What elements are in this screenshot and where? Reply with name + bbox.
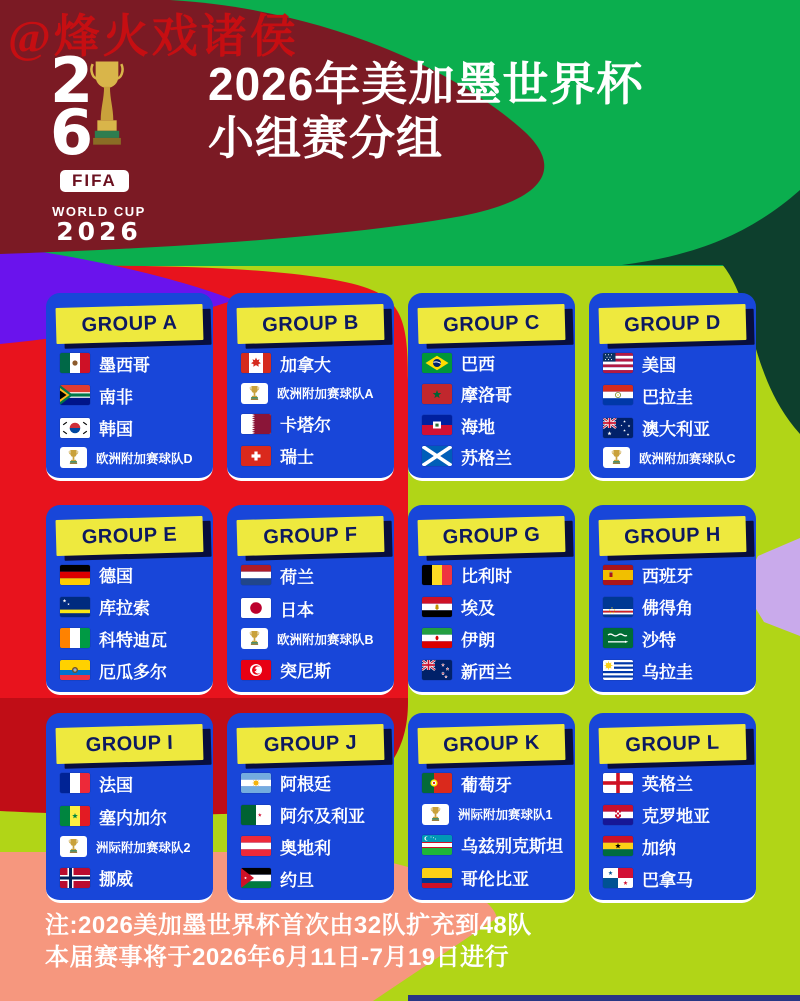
qatar-flag-icon [241, 414, 271, 434]
team-name: 埃及 [461, 599, 495, 619]
team-name: 哥伦比亚 [461, 870, 529, 890]
group-card-g [408, 505, 575, 695]
team-row [422, 381, 570, 406]
group-header-e: GROUP E [56, 516, 204, 556]
logo-world-cup-text: WORLD CUP [52, 204, 146, 219]
tunisia-flag-icon [241, 660, 271, 680]
team-name: 新西兰 [461, 662, 512, 682]
team-row [603, 447, 751, 468]
group-card-f [227, 505, 394, 695]
team-row [241, 596, 389, 621]
team-row [422, 413, 570, 438]
fifa-playoff-trophy-icon [241, 628, 268, 649]
curacao-flag-icon [60, 597, 90, 617]
team-row [422, 832, 570, 857]
team-row [603, 594, 751, 619]
team-name: 韩国 [99, 420, 133, 440]
team-row [241, 628, 389, 649]
mexico-flag-icon [60, 353, 90, 373]
team-row [422, 804, 570, 825]
group-card-j [227, 713, 394, 903]
group-header-h: GROUP H [599, 516, 747, 556]
team-row [241, 657, 389, 682]
team-row [603, 383, 751, 408]
team-name: 沙特 [642, 630, 676, 650]
south-africa-flag-icon [60, 385, 90, 405]
team-row [603, 834, 751, 859]
cape-verde-flag-icon [603, 597, 633, 617]
team-row [60, 447, 208, 468]
group-header-i: GROUP I [56, 724, 204, 764]
fifa-playoff-trophy-icon [603, 447, 630, 468]
team-name: 荷兰 [280, 567, 314, 587]
germany-flag-icon [60, 565, 90, 585]
logo-digit-6: 6 [50, 96, 94, 169]
team-row [422, 562, 570, 587]
ecuador-flag-icon [60, 660, 90, 680]
fifa-playoff-trophy-icon [60, 447, 87, 468]
team-row [603, 658, 751, 683]
saudi-arabia-flag-icon [603, 628, 633, 648]
group-header-d: GROUP D [599, 304, 747, 344]
team-row [241, 443, 389, 468]
team-row [60, 626, 208, 651]
team-list [603, 767, 751, 894]
portugal-flag-icon [422, 773, 452, 793]
team-name: 德国 [99, 567, 133, 587]
switzerland-flag-icon [241, 446, 271, 466]
japan-flag-icon [241, 598, 271, 618]
team-name: 日本 [280, 600, 314, 620]
team-row [60, 865, 208, 890]
team-name: 葡萄牙 [461, 775, 512, 795]
group-header-c: GROUP C [418, 304, 566, 344]
group-header-j: GROUP J [237, 724, 385, 764]
world-cup-trophy-icon [86, 58, 128, 170]
fifa-world-cup-2026-logo [34, 44, 164, 246]
team-row [603, 802, 751, 827]
spain-flag-icon [603, 565, 633, 585]
team-list [60, 767, 208, 894]
egypt-flag-icon [422, 597, 452, 617]
team-row [422, 865, 570, 890]
team-name: 洲际附加赛球队2 [96, 840, 191, 855]
team-name: 欧洲附加赛球队B [277, 632, 374, 647]
team-name: 乌兹别克斯坦 [461, 837, 563, 857]
algeria-flag-icon [241, 805, 271, 825]
team-name: 伊朗 [461, 630, 495, 650]
team-row [422, 658, 570, 683]
group-header-k: GROUP K [418, 724, 566, 764]
belgium-flag-icon [422, 565, 452, 585]
team-row [603, 626, 751, 651]
team-name: 南非 [99, 387, 133, 407]
team-name: 奥地利 [280, 838, 331, 858]
colombia-flag-icon [422, 868, 452, 888]
team-name: 塞内加尔 [99, 808, 167, 828]
ghana-flag-icon [603, 836, 633, 856]
senegal-flag-icon [60, 806, 90, 826]
team-row [603, 770, 751, 795]
group-card-a [46, 293, 213, 481]
team-row [241, 770, 389, 795]
team-name: 瑞士 [280, 448, 314, 468]
fifa-playoff-trophy-icon [241, 383, 268, 404]
team-name: 阿根廷 [280, 775, 331, 795]
team-row [422, 350, 570, 375]
group-card-h [589, 505, 756, 695]
panama-flag-icon [603, 868, 633, 888]
team-name: 乌拉圭 [642, 662, 693, 682]
team-row [603, 415, 751, 440]
team-name: 欧洲附加赛球队A [277, 387, 374, 402]
team-name: 巴拉圭 [642, 387, 693, 407]
group-header-a: GROUP A [56, 304, 204, 344]
team-list [422, 559, 570, 686]
team-name: 比利时 [461, 567, 512, 587]
group-header-l: GROUP L [599, 724, 747, 764]
iran-flag-icon [422, 628, 452, 648]
canada-flag-icon [241, 353, 271, 373]
team-name: 英格兰 [642, 775, 693, 795]
team-row [603, 562, 751, 587]
scotland-flag-icon [422, 446, 452, 466]
team-row [60, 594, 208, 619]
uzbekistan-flag-icon [422, 835, 452, 855]
team-name: 克罗地亚 [642, 807, 710, 827]
team-name: 科特迪瓦 [99, 630, 167, 650]
team-name: 挪威 [99, 870, 133, 890]
group-card-k [408, 713, 575, 903]
team-row [60, 836, 208, 857]
page-title-line1: 2026年美加墨世界杯 [208, 58, 644, 110]
team-name: 厄瓜多尔 [99, 662, 167, 682]
team-list [422, 767, 570, 894]
team-row [60, 804, 208, 829]
croatia-flag-icon [603, 805, 633, 825]
austria-flag-icon [241, 836, 271, 856]
footer-note-line2: 本届赛事将于2026年6月11日-7月19日进行 [45, 944, 510, 972]
team-name: 加纳 [642, 838, 676, 858]
group-card-e [46, 505, 213, 695]
team-row [241, 834, 389, 859]
team-name: 欧洲附加赛球队C [639, 451, 736, 466]
haiti-flag-icon [422, 415, 452, 435]
team-name: 西班牙 [642, 567, 693, 587]
watermark-text: @烽火戏诸侯 [8, 11, 299, 62]
new-zealand-flag-icon [422, 660, 452, 680]
team-name: 摩洛哥 [461, 386, 512, 406]
team-name: 加拿大 [280, 355, 331, 375]
team-list [422, 347, 570, 472]
logo-year-text: 2026 [56, 217, 142, 246]
team-list [603, 347, 751, 472]
team-row [60, 383, 208, 408]
team-list [60, 559, 208, 686]
group-header-g: GROUP G [418, 516, 566, 556]
team-name: 墨西哥 [99, 355, 150, 375]
team-name: 巴西 [461, 355, 495, 375]
team-name: 卡塔尔 [280, 416, 331, 436]
jordan-flag-icon [241, 868, 271, 888]
team-row [422, 594, 570, 619]
team-list [60, 347, 208, 472]
team-row [241, 383, 389, 404]
morocco-flag-icon [422, 384, 452, 404]
team-row [603, 351, 751, 376]
team-row [241, 411, 389, 436]
south-korea-flag-icon [60, 418, 90, 438]
team-name: 阿尔及利亚 [280, 807, 365, 827]
logo-digits [34, 44, 164, 204]
team-list [603, 559, 751, 686]
page-title [208, 58, 643, 166]
team-name: 美国 [642, 355, 676, 375]
team-list [241, 347, 389, 472]
team-row [60, 351, 208, 376]
team-name: 约旦 [280, 870, 314, 890]
team-list [241, 559, 389, 686]
fifa-playoff-trophy-icon [422, 804, 449, 825]
page-title-line2: 小组赛分组 [208, 111, 443, 164]
team-row [422, 444, 570, 469]
england-flag-icon [603, 773, 633, 793]
team-row [241, 563, 389, 588]
france-flag-icon [60, 773, 90, 793]
team-row [241, 802, 389, 827]
team-row [422, 626, 570, 651]
team-row [241, 351, 389, 376]
team-row [603, 866, 751, 891]
team-row [60, 658, 208, 683]
team-name: 巴拿马 [642, 870, 693, 890]
team-name: 海地 [461, 417, 495, 437]
team-name: 佛得角 [642, 599, 693, 619]
team-name: 法国 [99, 775, 133, 795]
usa-flag-icon [603, 353, 633, 373]
argentina-flag-icon [241, 773, 271, 793]
group-card-d [589, 293, 756, 481]
team-name: 苏格兰 [461, 448, 512, 468]
logo-fifa-wordmark: FIFA [60, 170, 129, 192]
group-card-l [589, 713, 756, 903]
cote-divoire-flag-icon [60, 628, 90, 648]
group-header-b: GROUP B [237, 304, 385, 344]
team-row [241, 866, 389, 891]
team-row [60, 771, 208, 796]
team-row [60, 562, 208, 587]
netherlands-flag-icon [241, 565, 271, 585]
team-name: 库拉索 [99, 599, 150, 619]
group-card-b [227, 293, 394, 481]
uruguay-flag-icon [603, 660, 633, 680]
footer-notes [45, 910, 532, 974]
norway-flag-icon [60, 868, 90, 888]
team-row [422, 771, 570, 796]
paraguay-flag-icon [603, 385, 633, 405]
team-name: 欧洲附加赛球队D [96, 451, 193, 466]
australia-flag-icon [603, 418, 633, 438]
logo-digit-2: 2 [50, 44, 94, 117]
team-name: 澳大利亚 [642, 420, 710, 440]
team-name: 洲际附加赛球队1 [458, 808, 553, 823]
group-header-f: GROUP F [237, 516, 385, 556]
fifa-playoff-trophy-icon [60, 836, 87, 857]
team-name: 突尼斯 [280, 662, 331, 682]
team-list [241, 767, 389, 894]
group-card-c [408, 293, 575, 481]
team-row [60, 415, 208, 440]
group-card-i [46, 713, 213, 903]
footer-note-line1: 注:2026美加墨世界杯首次由32队扩充到48队 [45, 912, 532, 939]
brazil-flag-icon [422, 353, 452, 373]
